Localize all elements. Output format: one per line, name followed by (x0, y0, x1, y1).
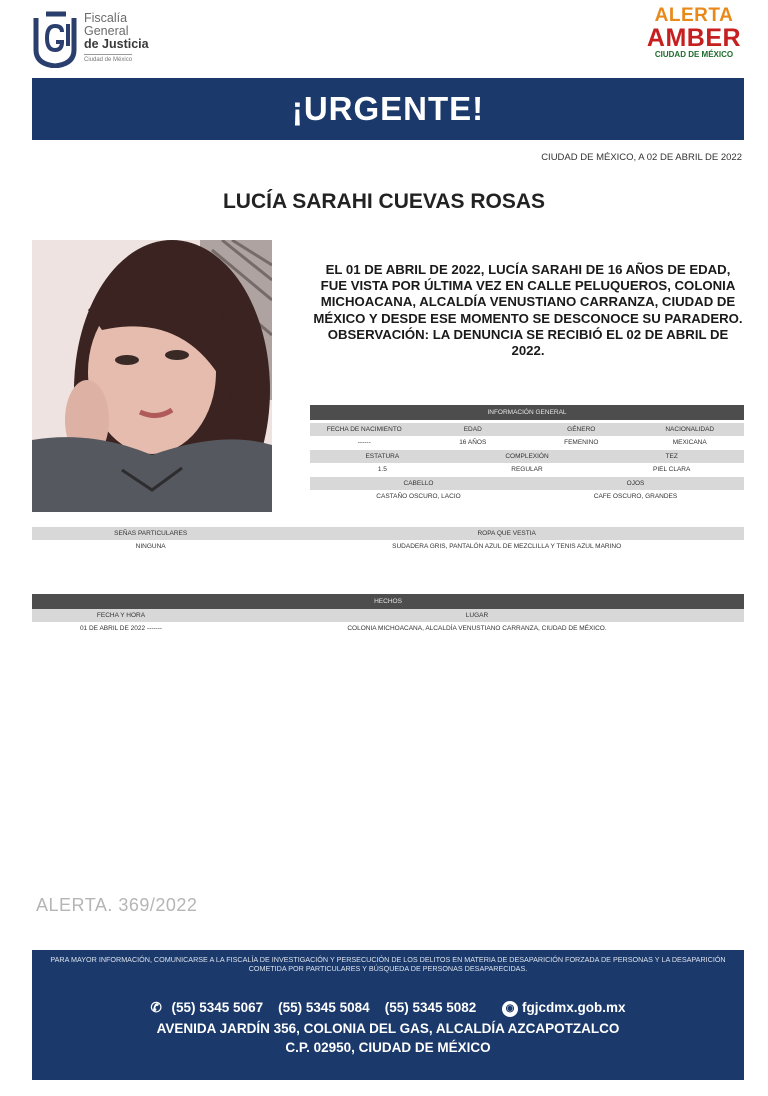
urgent-banner: ¡URGENTE! (32, 78, 744, 140)
table-row (32, 622, 744, 636)
fgj-line-3: de Justicia (84, 37, 149, 51)
table-header-row (32, 527, 744, 540)
value-cell: 01 DE ABRIL DE 2022 ------- (79, 625, 163, 632)
value-cell: 16 AÑOS (459, 439, 487, 446)
hechos-title: HECHOS (32, 594, 744, 609)
alert-number: ALERTA. 369/2022 (36, 895, 198, 915)
fgj-line-2: General (84, 24, 129, 38)
fgj-emblem-icon (32, 10, 78, 68)
value-cell: COLONIA MICHOACANA, ALCALDÍA VENUSTIANO CARRANZA, CIUDAD DE MÉXICO. (347, 625, 607, 632)
header-cell: ROPA QUE VESTIA (477, 530, 536, 537)
web-icon: ◉ (502, 1001, 518, 1017)
amber-line-2: AMBER (646, 24, 742, 52)
header-cell: NACIONALIDAD (665, 426, 715, 433)
header-cell: ESTATURA (365, 453, 400, 460)
header-cell: FECHA DE NACIMIENTO (326, 426, 402, 433)
amber-line-3: CIUDAD DE MÉXICO (654, 50, 734, 59)
fgj-city: Ciudad de México (84, 54, 132, 64)
alerta-amber-logo (640, 6, 748, 74)
general-info-table (310, 405, 744, 504)
table-header-row (310, 477, 744, 490)
address-line-2: C.P. 02950, CIUDAD DE MÉXICO (285, 1040, 491, 1055)
header-cell: GÉNERO (567, 426, 596, 433)
footer-contact (32, 950, 744, 1080)
phone-number: (55) 5345 5084 (278, 1000, 370, 1015)
value-cell: FEMENINO (564, 439, 599, 446)
phone-icon: ✆ (150, 1000, 162, 1015)
header-cell: EDAD (463, 426, 482, 433)
value-cell: MEXICANA (672, 439, 707, 446)
person-name: LUCÍA SARAHI CUEVAS ROSAS (222, 190, 546, 213)
value-cell: NINGUNA (135, 543, 166, 550)
value-cell: CASTAÑO OSCURO, LACIO (376, 493, 461, 500)
table-header-row (310, 450, 744, 463)
value-cell: ------ (357, 439, 371, 446)
amber-line-1: ALERTA (654, 5, 734, 26)
hechos-table (32, 594, 744, 636)
general-info-title: INFORMACIÓN GENERAL (310, 405, 744, 420)
header-cell: SEÑAS PARTICULARES (114, 530, 188, 537)
table-row (310, 463, 744, 477)
contact-line (32, 1000, 744, 1017)
header-cell: COMPLEXIÓN (505, 453, 549, 460)
header-cell: CABELLO (403, 480, 434, 487)
table-row (32, 540, 744, 554)
header-cell: OJOS (626, 480, 645, 487)
table-header-row (310, 423, 744, 436)
person-photo (32, 240, 272, 512)
address-line-1: AVENIDA JARDÍN 356, COLONIA DEL GAS, ALCALDÍA AZCAPOTZALCO (156, 1021, 620, 1036)
issue-date: CIUDAD DE MÉXICO, A 02 DE ABRIL DE 2022 (541, 152, 742, 163)
value-cell: CAFE OSCURO, GRANDES (593, 493, 678, 500)
fgj-line-1: Fiscalía (84, 11, 128, 25)
fgj-logo (32, 10, 162, 72)
case-description: EL 01 DE ABRIL DE 2022, LUCÍA SARAHI DE 16 AÑOS DE EDAD, FUE VISTA POR ÚLTIMA VEZ EN CALLE PELUQUEROS, COLONIA MICHOACANA, ALCALDÍA VENUSTIANO CARRANZA, CIUDAD DE MÉXICO Y DESDE ESE MOMENTO SE DESCONOCE SU PARADERO. OBSERVACIÓN: LA DENUNCIA SE RECIBIÓ EL 02 DE ABRIL DE 2022. (313, 262, 743, 359)
header-cell: LUGAR (465, 612, 489, 619)
website-link[interactable]: fgjcdmx.gob.mx (522, 1000, 626, 1015)
footer-legal-text: PARA MAYOR INFORMACIÓN, COMUNICARSE A LA FISCALÍA DE INVESTIGACIÓN Y PERSECUCIÓN DE LOS DELITOS EN MATERIA DE DESAPARICIÓN FORZADA DE PERSONAS Y LA DESAPARICIÓN COMETIDA POR PARTICULARES Y BÚSQUEDA DE PERSONAS DESAPARECIDAS. (50, 955, 726, 973)
header-cell: FECHA Y HORA (96, 612, 146, 619)
features-clothing-table (32, 527, 744, 554)
value-cell: PIEL CLARA (653, 466, 691, 473)
phone-number: (55) 5345 5067 (171, 1000, 264, 1015)
value-cell: SUDADERA GRIS, PANTALÓN AZUL DE MEZCLILLA Y TENIS AZUL MARINO (392, 543, 622, 550)
value-cell: REGULAR (511, 466, 543, 473)
table-row (310, 436, 744, 450)
header-cell: TEZ (665, 453, 678, 460)
phone-number: (55) 5345 5082 (384, 1000, 477, 1015)
table-row (310, 490, 744, 504)
address (32, 1019, 744, 1057)
value-cell: 1.5 (377, 466, 387, 473)
portrait-image (32, 240, 272, 512)
table-header-row (32, 609, 744, 622)
